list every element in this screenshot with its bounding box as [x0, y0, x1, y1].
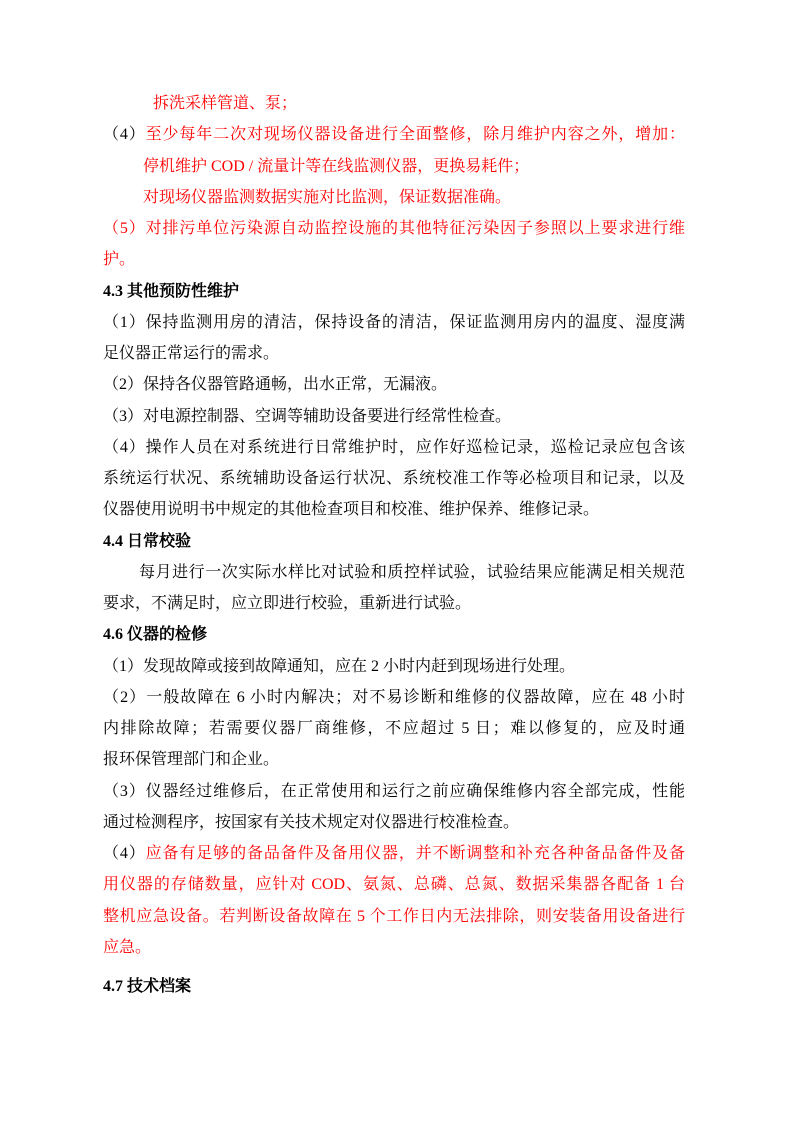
list-item-5-other-factors-line2: 护。	[103, 251, 136, 269]
section-heading-4-3: 4.3 其他预防性维护	[103, 282, 240, 300]
section-heading-4-6: 4.6 仪器的检修	[103, 626, 208, 644]
item-4-inspection-records-line3: 仪器使用说明书中规定的其他检查项目和校准、维护保养、维修记录。	[103, 501, 600, 519]
continuation-line-rinse-pipes: 拆洗采样管道、泵；	[153, 95, 298, 112]
list-item-text: 应备有足够的备品备件及备用仪器，并不断调整和补充各种备品备件及备	[145, 845, 685, 862]
repair-item-4-spares-line4: 应急。	[103, 938, 152, 956]
list-item-text: 至少每年二次对现场仪器设备进行全面整修，除月维护内容之外，增加：	[145, 126, 685, 144]
repair-item-4-spares-line2: 用仪器的存储数量，应针对 COD、氨氮、总磷、总氮、数据采集器各配备 1 台	[103, 876, 685, 894]
repair-item-3-line2: 通过检测程序，按国家有关技术规定对仪器进行校准检查。	[103, 813, 520, 831]
sub-item-shutdown-maintenance: 停机维护 COD / 流量计等在线监测仪器，更换易耗件；	[143, 157, 530, 175]
item-4-inspection-records-line1: （4）操作人员在对系统进行日常维护时，应作好巡检记录，巡检记录应包含该	[103, 438, 685, 456]
repair-item-2-line2: 内排除故障；若需要仪器厂商维修，不应超过 5 日；难以修复的，应及时通	[103, 720, 685, 737]
repair-item-2-line1: （2）一般故障在 6 小时内解决；对不易诊断和维修的仪器故障，应在 48 小时	[103, 688, 685, 706]
list-item-4-annual-overhaul	[103, 119, 685, 150]
item-3-auxiliary-equipment: （3）对电源控制器、空调等辅助设备要进行经常性检查。	[103, 407, 512, 425]
repair-item-4-spares-line1	[103, 838, 685, 869]
daily-calibration-line2: 要求，不满足时，应立即进行校验，重新进行试验。	[103, 595, 472, 612]
repair-item-2-line3: 报环保管理部门和企业。	[103, 751, 280, 769]
sub-item-comparison-monitoring: 对现场仪器监测数据实施对比监测，保证数据准确。	[143, 188, 512, 206]
section-heading-4-7: 4.7 技术档案	[103, 978, 192, 995]
document-content	[103, 88, 685, 1002]
item-1-cleanliness-line2: 足仪器正常运行的需求。	[103, 345, 280, 362]
list-item-5-other-factors-line1: （5）对排污单位污染源自动监控设施的其他特征污染因子参照以上要求进行维	[103, 220, 685, 237]
daily-calibration-line1: 每月进行一次实际水样比对试验和质控样试验，试验结果应能满足相关规范	[139, 563, 685, 581]
repair-item-4-spares-line3: 整机应急设备。若判断设备故障在 5 个工作日内无法排除，则安装备用设备进行	[103, 907, 685, 925]
list-item-number: （4）	[103, 845, 146, 862]
repair-item-1-response-time: （1）发现故障或接到故障通知，应在 2 小时内赶到现场进行处理。	[103, 657, 576, 675]
item-1-cleanliness-line1: （1）保持监测用房的清洁，保持设备的清洁，保证监测用房内的温度、湿度满	[103, 313, 685, 331]
item-2-pipelines: （2）保持各仪器管路通畅，出水正常，无漏液。	[103, 376, 448, 394]
section-heading-4-4: 4.4 日常校验	[103, 532, 192, 550]
repair-item-3-line1: （3）仪器经过维修后，在正常使用和运行之前应确保维修内容全部完成，性能	[103, 782, 685, 800]
list-item-number: （4）	[103, 126, 146, 144]
item-4-inspection-records-line2: 系统运行状况、系统辅助设备运行状况、系统校准工作等必检项目和记录，以及	[103, 470, 685, 487]
